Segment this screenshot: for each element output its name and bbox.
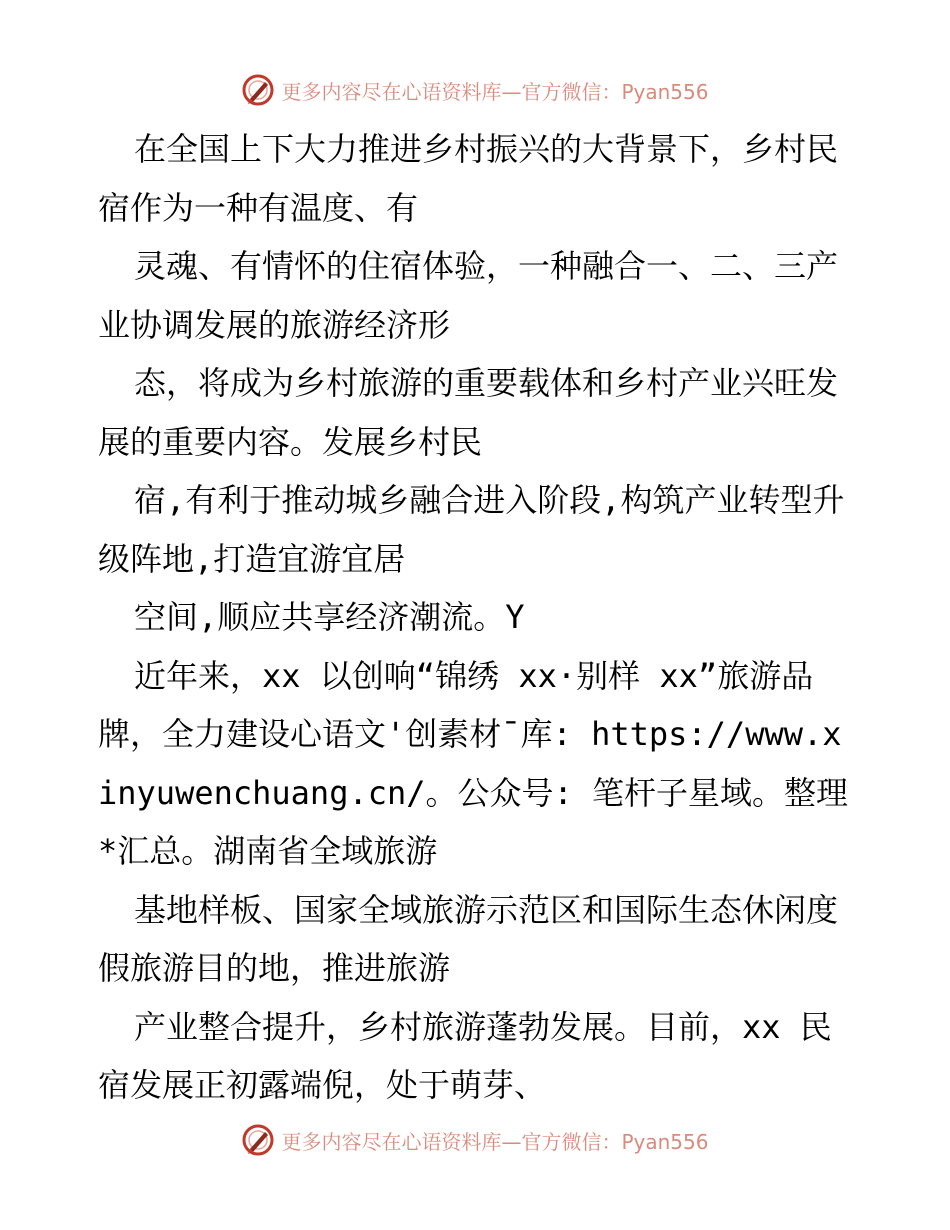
footer-banner-text: 更多内容尽在心语资料库—官方微信：Pyan556 xyxy=(281,1129,709,1154)
document-body xyxy=(98,120,850,1115)
paragraph: 近年来，xx 以创响“锦绣 xx·别样 xx”旅游品牌，全力建设心语文'创素材¯库: https://www.xinyuwenchuang.cn/。公众号: 笔杆子星域。整理*汇总。湖南省全域旅游 xyxy=(98,656,849,870)
header-banner xyxy=(0,70,950,110)
paragraph: 灵魂、有情怀的住宿体验，一种融合一、二、三产业协调发展的旅游经济形 xyxy=(98,247,839,344)
paragraph: 基地样板、国家全域旅游示范区和国际生态休闲度假旅游目的地，推进旅游 xyxy=(98,890,839,987)
paragraph: 产业整合提升，乡村旅游蓬勃发展。目前，xx 民宿发展正初露端倪，处于萌芽、 xyxy=(98,1007,832,1104)
paragraph: 宿,有利于推动城乡融合进入阶段,构筑产业转型升级阵地,打造宜游宜居 xyxy=(98,481,845,578)
paragraph: 在全国上下大力推进乡村振兴的大背景下，乡村民宿作为一种有温度、有 xyxy=(98,130,839,227)
paragraph: 空间,顺应共享经济潮流。Y xyxy=(134,598,525,636)
pen-logo-icon xyxy=(241,1123,275,1157)
footer-banner xyxy=(0,1120,950,1160)
pen-logo-icon xyxy=(241,73,275,107)
header-banner-text: 更多内容尽在心语资料库—官方微信：Pyan556 xyxy=(281,79,709,104)
paragraph: 态，将成为乡村旅游的重要载体和乡村产业兴旺发展的重要内容。发展乡村民 xyxy=(98,364,839,461)
